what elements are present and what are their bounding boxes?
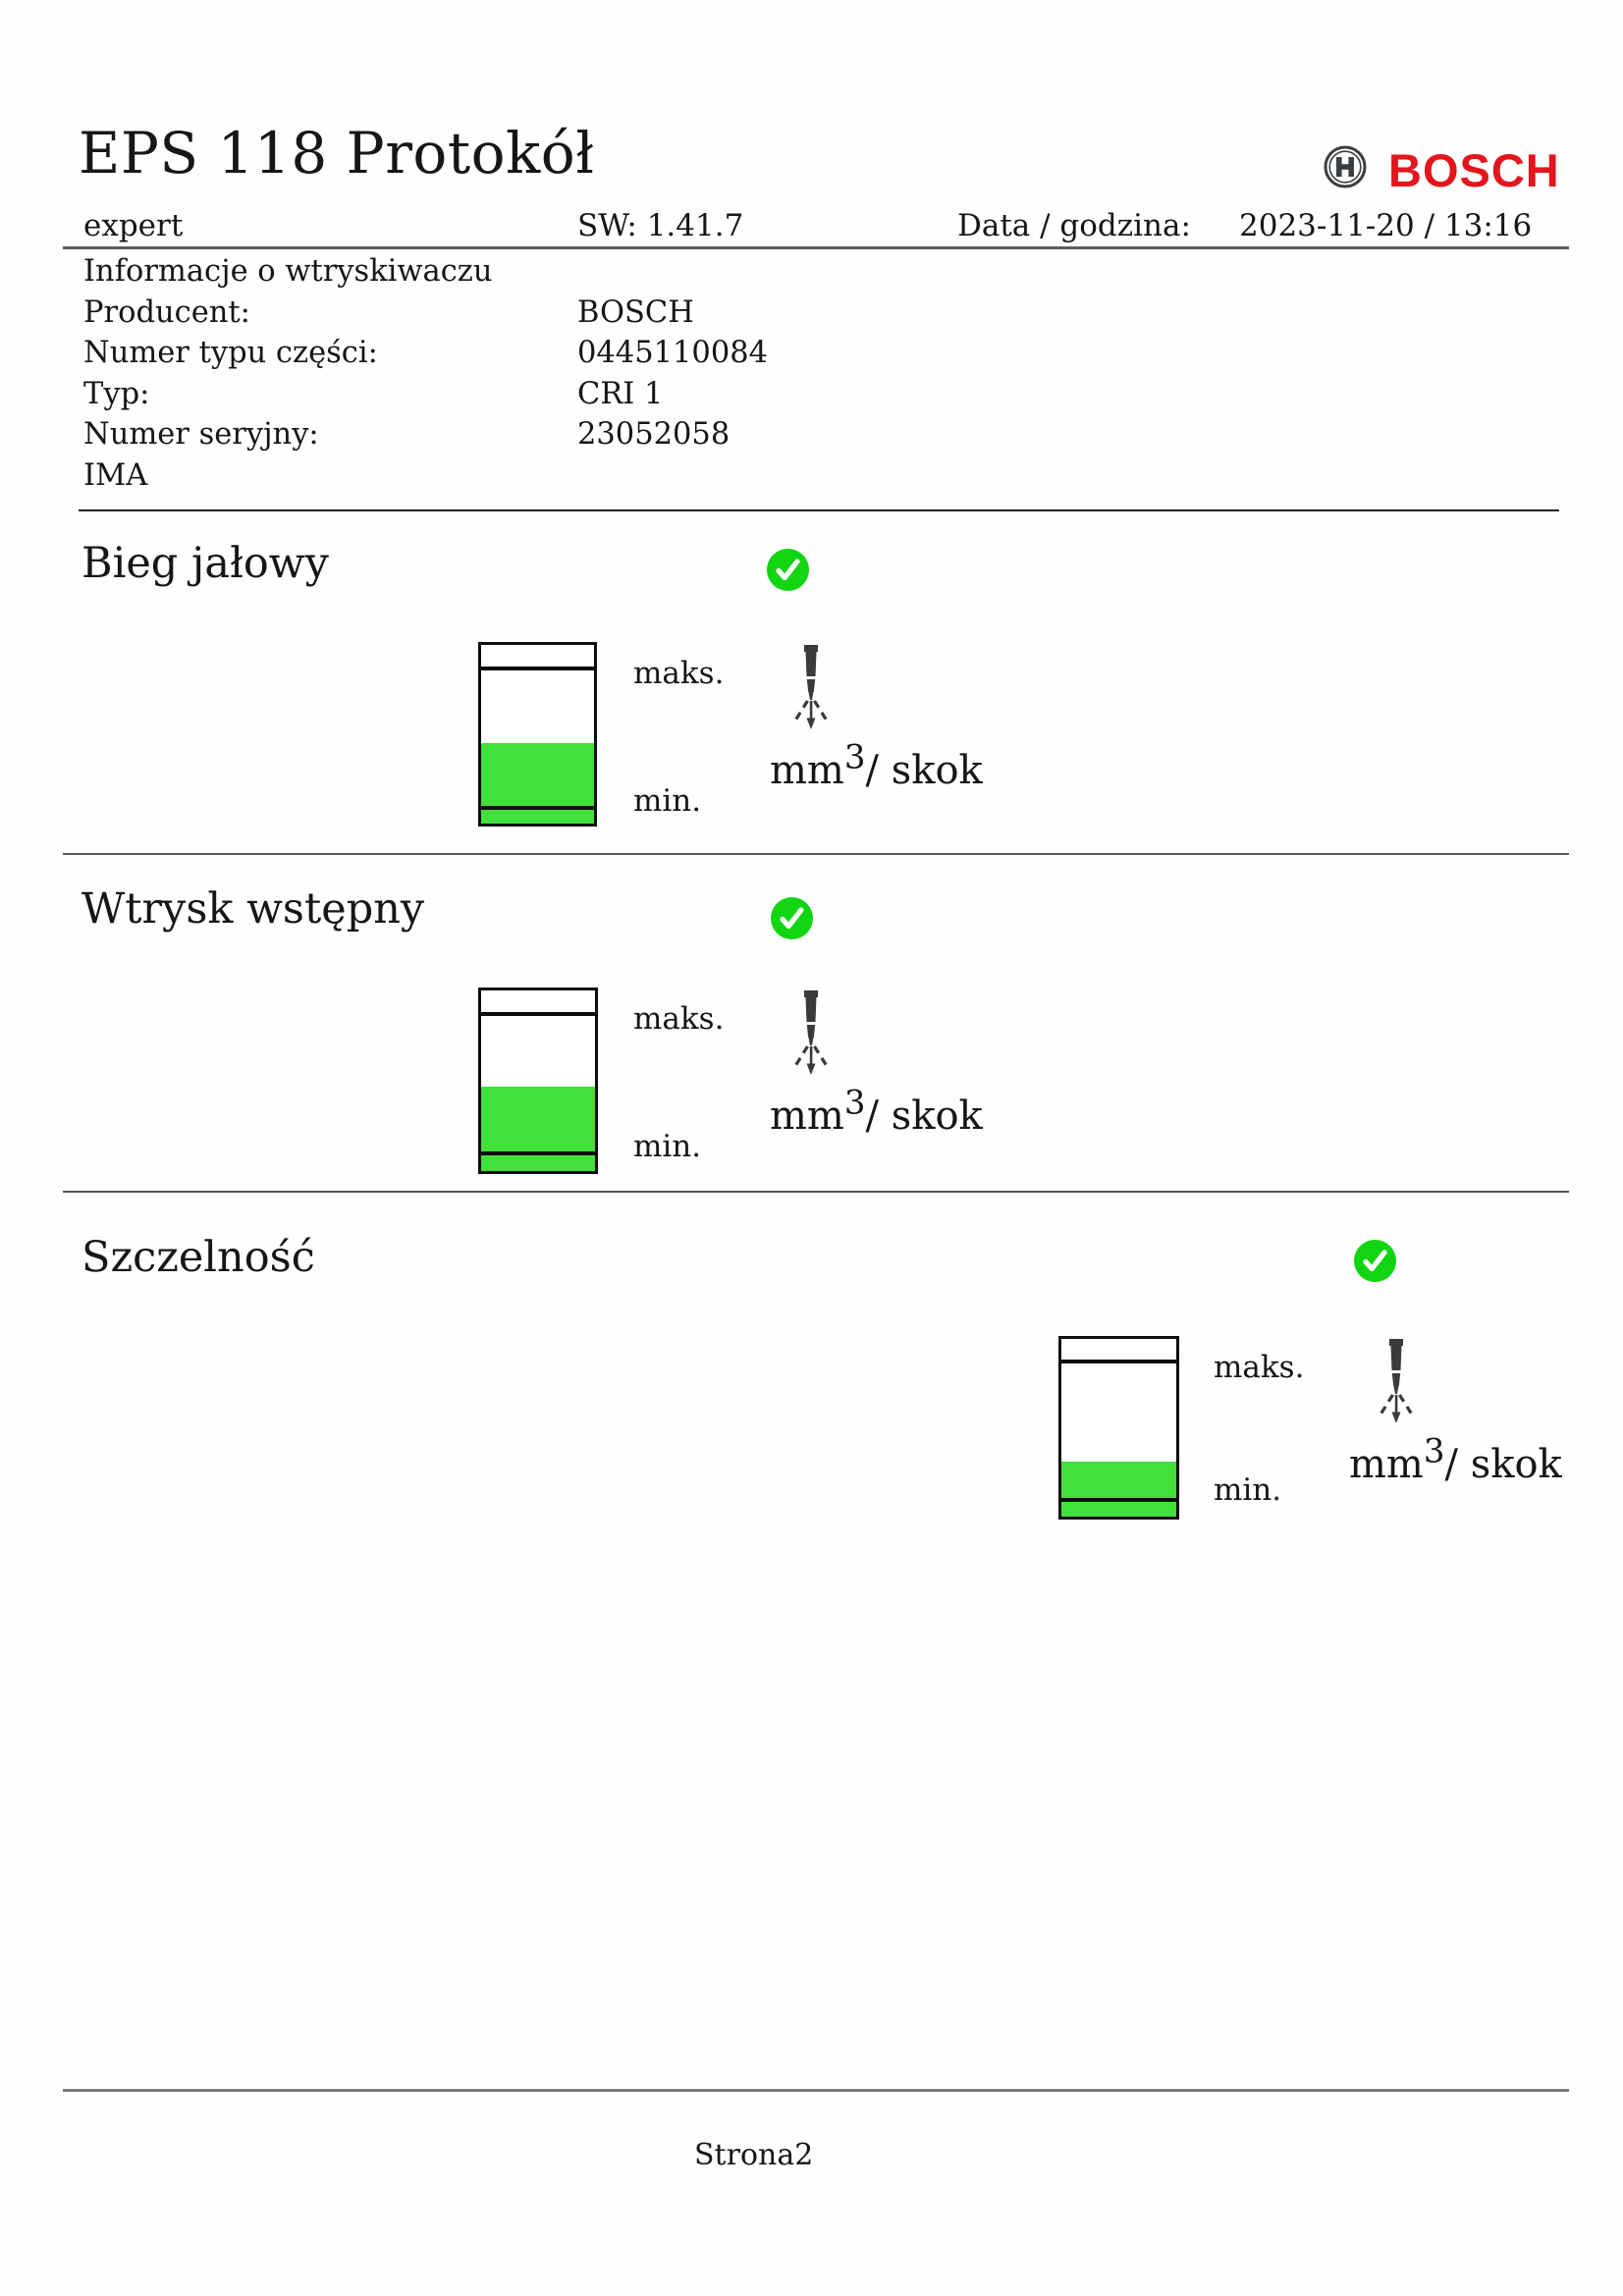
gauge-min-label: min. [633,783,702,819]
unit-superscript: 3 [843,737,866,777]
gauge-min-label: min. [1214,1472,1282,1508]
info-divider [79,509,1559,511]
check-circle-icon [771,897,813,939]
info-value: 23052058 [577,417,730,453]
result-gauge [478,642,597,827]
injector-spray-icon [792,990,830,1075]
info-value: BOSCH [577,294,694,330]
bosch-armature-icon [1324,145,1367,188]
gauge-max-line [1061,1360,1176,1363]
injector-info-block [83,251,1163,497]
unit-rest: / skok [865,748,983,793]
gauge-fill [481,1087,595,1171]
result-gauge [478,988,598,1174]
unit-rest: / skok [865,1094,983,1139]
gauge-max-label: maks. [633,1001,725,1037]
injector-spray-icon [792,645,830,729]
gauge-fill [1061,1462,1176,1517]
info-label: Typ: [83,376,150,411]
check-circle-icon [1354,1240,1396,1282]
unit-rest: / skok [1444,1442,1562,1487]
info-value: 0445110084 [577,336,769,371]
gauge-max-line [481,1012,595,1016]
gauge-unit-label [770,737,983,793]
footer-divider [63,2089,1569,2092]
info-label: Numer seryjny: [83,417,319,453]
datetime-value: 2023-11-20 / 13:16 [1239,208,1533,243]
gauge-max-label: maks. [633,656,725,691]
software-version: SW: 1.41.7 [577,208,744,243]
section-divider [63,853,1569,855]
unit-base: mm [770,1094,844,1139]
info-row [83,293,1163,334]
info-label: Producent: [83,294,250,330]
result-gauge [1058,1336,1179,1520]
unit-base: mm [1349,1442,1424,1487]
info-label: IMA [83,457,148,493]
unit-superscript: 3 [843,1083,866,1123]
gauge-min-line [1061,1498,1176,1502]
gauge-min-line [481,806,594,810]
gauge-max-label: maks. [1214,1350,1305,1385]
info-value: CRI 1 [577,376,664,411]
section-title-idle: Bieg jałowy [81,539,329,588]
bosch-wordmark: BOSCH [1388,144,1560,196]
gauge-fill [481,743,594,824]
datetime-label: Data / godzina: [957,208,1191,243]
gauge-max-line [481,667,594,670]
gauge-unit-label [1349,1431,1562,1487]
info-row [83,414,1163,455]
header-divider [63,246,1569,249]
info-row [83,455,1163,497]
section-title-tightness: Szczelność [81,1233,315,1282]
page-title: EPS 118 Protokół [79,120,595,187]
gauge-unit-label [770,1083,983,1139]
info-row [83,374,1163,415]
unit-superscript: 3 [1423,1431,1445,1471]
info-label: Numer typu części: [83,336,378,371]
unit-base: mm [770,748,844,793]
gauge-min-line [481,1151,595,1155]
info-block-title: Informacje o wtryskiwaczu [83,254,493,289]
injector-spray-icon [1378,1339,1415,1423]
profile-label: expert [83,208,184,243]
section-divider [63,1191,1569,1193]
page-number: Strona2 [694,2138,814,2172]
section-title-preinjection: Wtrysk wstępny [81,884,425,934]
check-circle-icon [767,549,809,591]
gauge-min-label: min. [633,1129,702,1164]
info-row [83,333,1163,374]
